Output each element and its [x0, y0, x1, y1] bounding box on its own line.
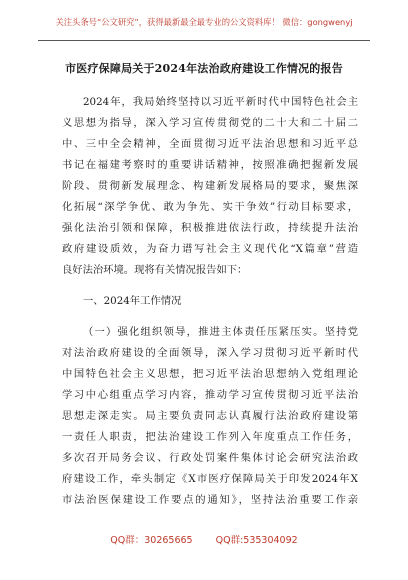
- body-line: 多次召开局务会议、行政处罚案件集体讨论会研究法治政: [62, 452, 358, 464]
- body-line: 中国特色社会主义思想，把习近平法治思想纳入党组理论: [62, 368, 358, 380]
- body-line: 学习中心组重点学习内容，推动学习宣传贯彻习近平法治: [62, 389, 358, 401]
- body-line: 书记在福建考察时的重要讲话精神，按照准确把握新发展: [62, 159, 358, 171]
- body-line: 良好法治环境。现将有关情况报告如下：: [62, 264, 248, 276]
- body-line: 思想走深走实。局主要负责同志认真履行法治政府建设第: [62, 410, 358, 422]
- body-line: 化拓展“深学争优、敢为争先、实干争效”行动目标要求，: [62, 201, 358, 213]
- body-line: 阶段、贯彻新发展理念、构建新发展格局的要求，聚焦深: [62, 180, 358, 192]
- document-title: 市医疗保障局关于2024年法治政府建设工作情况的报告: [65, 62, 343, 75]
- body-line: 政府建设质效，为奋力谱写社会主义现代化“X篇章”营造: [62, 243, 358, 255]
- footer-qq-group-1: QQ群：30265665: [110, 535, 193, 546]
- section-heading: 一、2024年工作情况: [83, 295, 182, 307]
- body-line: 市法治医保建设工作要点的通知》，坚持法治重要工作亲: [62, 494, 358, 506]
- body-line: 2024年，我局始终坚持以习近平新时代中国特色社会主: [83, 96, 358, 108]
- body-line: 对法治政府建设的全面领导，深入学习贯彻习近平新时代: [62, 347, 358, 359]
- body-line: 府建设工作，牵头制定《X市医疗保障局关于印发2024年X: [62, 473, 358, 485]
- document-body: [62, 92, 358, 511]
- body-line: （一）强化组织领导，推进主体责任压紧压实。坚持党: [83, 326, 358, 338]
- body-line: 一责任人职责，把法治建设工作列入年度重点工作任务，: [62, 431, 358, 443]
- body-line: 义思想为指导，深入学习宣传贯彻党的二十大和二十届二: [62, 117, 358, 129]
- page-header-notice: 关注头条号“公文研究”，获得最新最全最专业的公文资料库！ 微信：gongwenyj: [55, 17, 353, 27]
- footer-qq-group-2: QQ群:535304092: [215, 535, 298, 546]
- body-line: 强化法治引领和保障，积极推进依法行政，持续提升法治: [62, 222, 358, 234]
- header-divider: [38, 40, 370, 41]
- page-footer: [0, 532, 408, 546]
- body-line: 中、三中全会精神，全面贯彻习近平法治思想和习近平总: [62, 138, 358, 150]
